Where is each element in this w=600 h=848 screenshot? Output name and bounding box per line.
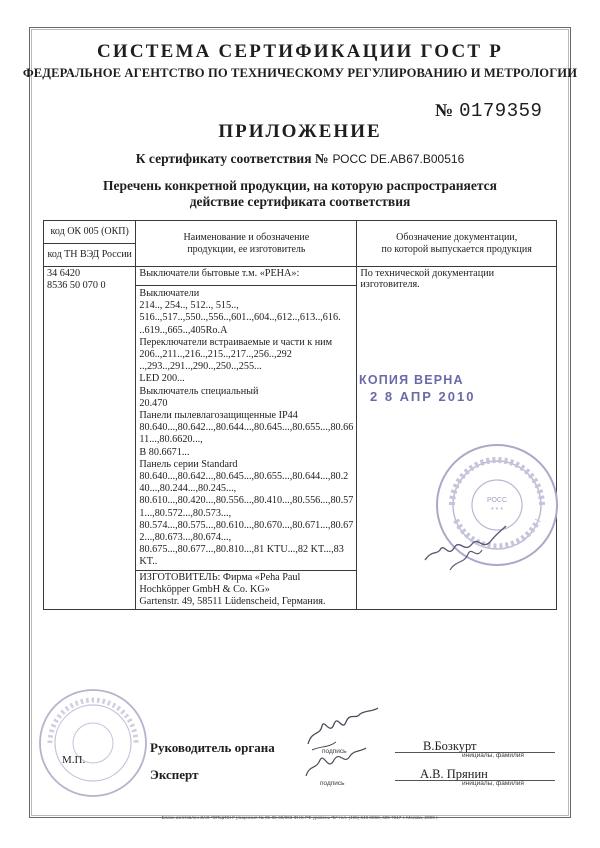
certificate-reference bbox=[0, 151, 600, 167]
manufacturer-line: ИЗГОТОВИТЕЛЬ: Фирма «Peha Paul bbox=[139, 571, 301, 583]
list-item: Панель серии Standard bbox=[139, 458, 238, 470]
header-doc-line1: Обозначение документации, bbox=[396, 231, 518, 243]
number-value: 0179359 bbox=[459, 100, 543, 122]
head-label: Руководитель органа bbox=[150, 740, 275, 755]
expert-name-caption: инициалы, фамилия bbox=[462, 780, 524, 787]
copy-stamp-date: 2 8 АПР 2010 bbox=[370, 389, 476, 404]
manufacturer-cell bbox=[136, 570, 357, 610]
document-title: ПРИЛОЖЕНИЕ bbox=[218, 121, 382, 142]
list-item: KT.. bbox=[139, 556, 158, 568]
list-item: 1...,80.572...,80.573..., bbox=[139, 507, 232, 519]
table-row bbox=[44, 267, 557, 286]
codes-cell bbox=[44, 267, 136, 610]
list-item: ..,293..,291..,290..,250..,255... bbox=[139, 361, 262, 373]
header-product-name bbox=[136, 221, 357, 267]
list-item: 80.640...,80.642...,80.644...,80.645...,80.655...,80.66 bbox=[139, 422, 354, 434]
head-name-caption: инициалы, фамилия bbox=[462, 752, 524, 759]
list-item: 40...,80.244...,80.245..., bbox=[139, 483, 237, 495]
list-heading-line1: Перечень конкретной продукции, на которую распространяется bbox=[103, 178, 497, 193]
expert-signature-icon bbox=[300, 744, 370, 784]
certificate-label: К сертификату соответствия № bbox=[135, 151, 329, 166]
list-item: 20.470 bbox=[139, 397, 168, 409]
list-item: 214.., 254.., 512.., 515.., bbox=[139, 300, 239, 312]
number-sign: № bbox=[435, 100, 454, 120]
mp-label: М.П. bbox=[62, 754, 86, 766]
tnved-code: 8536 50 070 0 bbox=[47, 280, 106, 292]
list-item: 2...,80.673...,80.674..., bbox=[139, 532, 232, 544]
header-okp-code: код ОК 005 (ОКП) bbox=[44, 221, 136, 244]
header-product-line2: продукции, ее изготовитель bbox=[187, 243, 306, 255]
header-doc-line2: по которой выпускается продукция bbox=[381, 243, 532, 255]
table-header-row bbox=[44, 221, 557, 244]
list-item: 80.574...,80.575...,80.610...,80.670...,80.671...,80.67 bbox=[139, 519, 354, 531]
svg-text:РОСС: РОСС bbox=[486, 497, 508, 504]
form-number bbox=[435, 100, 542, 122]
list-item: LED 200... bbox=[139, 373, 185, 385]
header-tnved-code: код ТН ВЭД России bbox=[44, 244, 136, 267]
list-item: Выключатель специальный bbox=[139, 385, 259, 397]
head-name: В.Бозкурт bbox=[423, 739, 477, 753]
product-group-name: Выключатели бытовые т.м. «PEHA»: bbox=[136, 267, 357, 286]
expert-name-rule bbox=[395, 780, 555, 781]
manufacturer-line: Hochköpper GmbH & Co. KG» bbox=[139, 583, 270, 595]
documentation-cell: По технической документации изготовителя. bbox=[357, 267, 557, 610]
product-list bbox=[136, 286, 357, 571]
list-item: ..619..,665..,405Ro.A bbox=[139, 324, 228, 336]
copy-stamp-text: КОПИЯ ВЕРНА bbox=[359, 373, 464, 387]
list-item: 80.640...,80.642...,80.645...,80.655...,80.644...,80.2 bbox=[139, 471, 349, 483]
expert-label: Эксперт bbox=[150, 767, 199, 782]
list-item: 80.610...,80.420...,80.556...,80.410...,80.556...,80.57 bbox=[139, 495, 354, 507]
header-documentation bbox=[357, 221, 557, 267]
list-item: 11...,80.6620..., bbox=[139, 434, 203, 446]
svg-text:* * *: * * * bbox=[490, 507, 504, 514]
list-item: Панели пылевлагозащищенные IP44 bbox=[139, 410, 298, 422]
head-sign-caption: подпись bbox=[322, 748, 347, 755]
certificate-number: РОСС DE.AB67.B00516 bbox=[332, 152, 465, 166]
okp-code: 34 6420 bbox=[47, 268, 81, 279]
expert-sign-caption: подпись bbox=[320, 780, 345, 787]
manufacturer-line: Gartenstr. 49, 58511 Lüdenscheid, Германия. bbox=[139, 596, 326, 608]
expert-name: А.В. Прянин bbox=[420, 767, 488, 781]
list-heading bbox=[0, 178, 600, 210]
footer-note: Бланк изготовлен ЗАО "ОПЦИОН" (лицензия № 05-05-09/003 ФНС РФ уровень "Б" тел. (495) 648 8068, 609 7617 г. Москва, 2009 г. bbox=[161, 815, 439, 820]
mp-seal-icon bbox=[36, 686, 150, 800]
head-name-rule bbox=[395, 752, 555, 753]
list-item: 80.675...,80.677...,80.810...,81 KTU...,82 KT...,83 bbox=[139, 544, 344, 556]
list-item: Переключатели встраиваемые и части к ним bbox=[139, 336, 333, 348]
list-heading-line2: действие сертификата соответствия bbox=[189, 194, 411, 209]
list-item: 206..,211..,216..,215..,217..,256..,292 bbox=[139, 349, 292, 361]
system-title: СИСТЕМА СЕРТИФИКАЦИИ ГОСТ Р bbox=[96, 41, 504, 62]
agency-title: ФЕДЕРАЛЬНОЕ АГЕНТСТВО ПО ТЕХНИЧЕСКОМУ РЕГУЛИРОВАНИЮ И МЕТРОЛОГИИ bbox=[22, 66, 578, 80]
header-product-line1: Наименование и обозначение bbox=[183, 231, 310, 243]
list-item: 516..,517..,550..,556..,601..,604..,612..,613..,616. bbox=[139, 312, 341, 324]
list-item: Выключатели bbox=[139, 288, 200, 299]
list-item: В 80.6671... bbox=[139, 446, 190, 458]
signature-icon bbox=[420, 520, 510, 580]
